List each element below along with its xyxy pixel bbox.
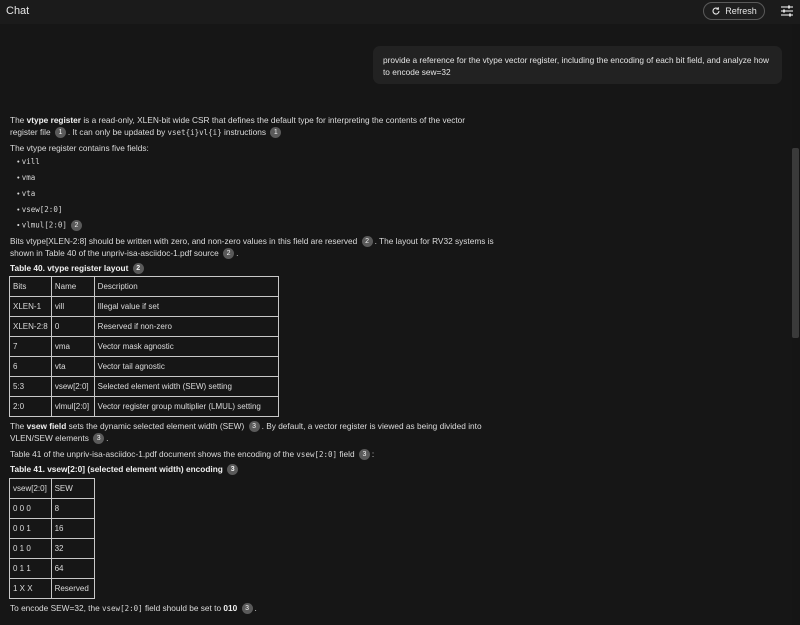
table-title: Table 40. vtype register layout 2: [10, 263, 146, 274]
table-cell: Illegal value if set: [94, 297, 278, 317]
answer-line: To encode SEW=32, the vsew[2:0] field should be set to 010 3 .: [10, 603, 257, 613]
citation-badge[interactable]: 3: [242, 603, 253, 614]
sliders-icon[interactable]: [780, 4, 794, 18]
table-cell: Vector tail agnostic: [94, 357, 278, 377]
table-row: [10, 499, 95, 519]
table-cell: 2:0: [10, 397, 52, 417]
table-row: [10, 579, 95, 599]
table-cell: 32: [51, 539, 94, 559]
citation-badge[interactable]: 1: [270, 127, 281, 138]
table-cell: 0 0 1: [10, 519, 52, 539]
list-item: • vill: [17, 157, 40, 166]
table-cell: XLEN-1: [10, 297, 52, 317]
answer-line: register file 1 . It can only be updated by vset{i}vl{i} instructions 1: [10, 127, 283, 138]
citation-badge[interactable]: 3: [359, 449, 370, 460]
table-cell: Vector register group multiplier (LMUL) setting: [94, 397, 278, 417]
table-cell: vlmul[2:0]: [51, 397, 94, 417]
table-cell: vill: [51, 297, 94, 317]
vsew-encoding-table: [9, 478, 95, 599]
table-cell: Reserved: [51, 579, 94, 599]
vtype-layout-table: [9, 276, 279, 417]
table-header-cell: Bits: [10, 277, 52, 297]
list-item: • vta: [17, 189, 36, 198]
table-cell: Selected element width (SEW) setting: [94, 377, 278, 397]
table-title: Table 41. vsew[2:0] (selected element width) encoding 3: [10, 464, 240, 475]
scrollbar-thumb[interactable]: [792, 148, 799, 338]
answer-line: Bits vtype[XLEN-2:8] should be written with zero, and non-zero values in this field are reserved 2 . The layout for RV32 systems is: [10, 236, 494, 246]
table-row: [10, 519, 95, 539]
table-cell: XLEN-2:8: [10, 317, 52, 337]
table-row: [10, 377, 279, 397]
table-cell: 0 0 0: [10, 499, 52, 519]
table-cell: Vector mask agnostic: [94, 337, 278, 357]
table-cell: 0 1 0: [10, 539, 52, 559]
citation-badge[interactable]: 2: [71, 220, 82, 231]
table-header-cell: vsew[2:0]: [10, 479, 52, 499]
app-title: Chat: [6, 5, 30, 17]
refresh-button[interactable]: [703, 2, 765, 20]
table-row: [10, 559, 95, 579]
citation-badge[interactable]: 2: [133, 263, 144, 274]
table-cell: 16: [51, 519, 94, 539]
table-cell: 1 X X: [10, 579, 52, 599]
answer-line: The vsew field sets the dynamic selected element width (SEW) 3 . By default, a vector register is viewed as being divided into: [10, 421, 482, 431]
table-cell: Reserved if non-zero: [94, 317, 278, 337]
table-row: [10, 297, 279, 317]
refresh-label: Refresh: [725, 6, 757, 16]
table-cell: vta: [51, 357, 94, 377]
citation-badge[interactable]: 3: [249, 421, 260, 432]
top-bar: [0, 0, 800, 24]
table-cell: 0: [51, 317, 94, 337]
list-item: • vlmul[2:0] 2: [17, 220, 84, 231]
table-cell: vsew[2:0]: [51, 377, 94, 397]
user-message: provide a reference for the vtype vector register, including the encoding of each bit field, and analyze how to encode sew=32: [373, 46, 782, 84]
table-header-cell: SEW: [51, 479, 94, 499]
table-row: [10, 539, 95, 559]
table-header-cell: Description: [94, 277, 278, 297]
citation-badge[interactable]: 2: [223, 248, 234, 259]
answer-line: VLEN/SEW elements 3 .: [10, 433, 109, 443]
citation-badge[interactable]: 1: [55, 127, 66, 138]
table-row: [10, 317, 279, 337]
list-item: • vma: [17, 173, 36, 182]
table-cell: 64: [51, 559, 94, 579]
answer-line: shown in Table 40 of the unpriv-isa-asciidoc-1.pdf source 2 .: [10, 248, 239, 258]
table-header-row: [10, 277, 279, 297]
table-row: [10, 337, 279, 357]
table-cell: 0 1 1: [10, 559, 52, 579]
table-row: [10, 397, 279, 417]
table-cell: 5:3: [10, 377, 52, 397]
answer-line: Table 41 of the unpriv-isa-asciidoc-1.pdf document shows the encoding of the vsew[2:0] field 3 :: [10, 449, 375, 459]
citation-badge[interactable]: 2: [362, 236, 373, 247]
table-cell: 8: [51, 499, 94, 519]
table-cell: vma: [51, 337, 94, 357]
refresh-icon: [711, 6, 721, 16]
answer-line: The vtype register is a read-only, XLEN-bit wide CSR that defines the default type for interpreting the contents of the vector: [10, 115, 466, 125]
citation-badge[interactable]: 3: [93, 433, 104, 444]
table-header-cell: Name: [51, 277, 94, 297]
table-row: [10, 357, 279, 377]
list-item: • vsew[2:0]: [17, 205, 63, 214]
table-header-row: [10, 479, 95, 499]
citation-badge[interactable]: 3: [227, 464, 238, 475]
table-cell: 6: [10, 357, 52, 377]
table-cell: 7: [10, 337, 52, 357]
answer-line: The vtype register contains five fields:: [10, 143, 149, 153]
